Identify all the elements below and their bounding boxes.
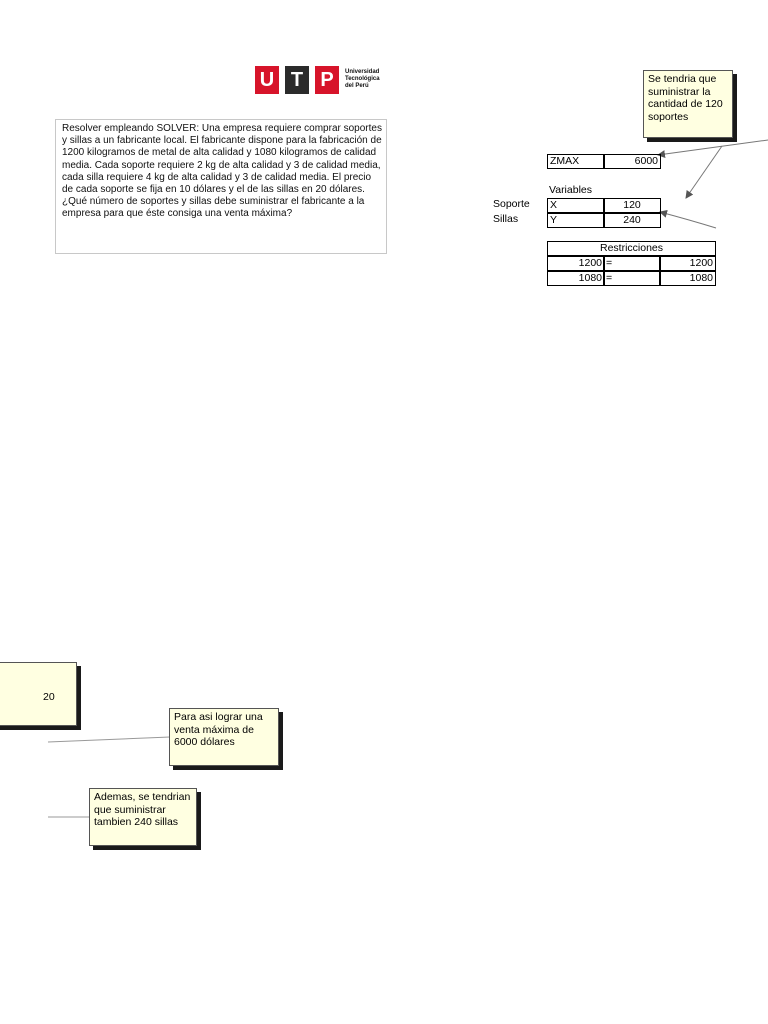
note-sillas [89,788,197,846]
logo-letter-p: P [315,66,339,94]
connector-y [660,212,716,228]
var-x-value-cell[interactable]: 120 [603,198,661,213]
variables-label: Variables [549,184,592,196]
note-venta-maxima [169,708,279,766]
connector-x [686,146,722,198]
constraint-2-op[interactable]: = [603,271,661,286]
var-x-cell[interactable]: X [547,198,605,213]
note-soportes-text: Se tendria que suministrar la cantidad de 120 soportes [648,73,723,123]
constraint-1-op[interactable]: = [603,256,661,271]
note-sillas-text: Ademas, se tendrian que suministrar tambien 240 sillas [94,791,191,828]
logo-letter-u: U [255,66,279,94]
var-y-cell[interactable]: Y [547,213,605,228]
constraint-2-rhs[interactable]: 1080 [659,271,716,286]
connector-para-asi [48,737,170,742]
logo-line-1: Universidad [345,69,380,75]
logo-letter-t: T [285,66,309,94]
note-partial-left [0,662,77,726]
sillas-label: Sillas [493,213,519,225]
constraint-2-lhs[interactable]: 1080 [547,271,605,286]
constraint-1-lhs[interactable]: 1200 [547,256,605,271]
logo-wordmark [345,69,405,90]
soporte-label: Soporte [493,198,530,210]
zmax-label-cell[interactable]: ZMAX [547,154,605,169]
note-partial-frag: 20 [43,691,55,703]
constraint-1-rhs[interactable]: 1200 [659,256,716,271]
restricciones-header-cell[interactable]: Restricciones [547,241,716,256]
logo-line-3: del Perú [345,83,369,89]
problem-statement: Resolver empleando SOLVER: Una empresa requiere comprar soportes y sillas a un fabricante local. El fabricante dispone para la fabricación de 1200 kilogramos de metal de alta calidad y 1080 kilogramos de calidad media. Cada soporte requiere 2 kg de alta calidad y 3 de calidad media, cada silla requiere 4 kg de alta calidad y 3 de calidad media. El precio de cada soporte se fija en 10 dólares y el de las sillas en 20 dólares. ¿Qué número de soportes y sillas debe suministrar el fabricante a la empresa para que éste consiga una venta máxima? [55,119,387,254]
var-y-value-cell[interactable]: 240 [603,213,661,228]
zmax-value-cell[interactable]: 6000 [603,154,661,169]
logo-line-2: Tecnológica [345,76,380,82]
connector-zmax [658,140,768,155]
note-soportes [643,70,733,138]
note-venta-maxima-text: Para asi lograr una venta máxima de 6000 dólares [174,711,263,748]
